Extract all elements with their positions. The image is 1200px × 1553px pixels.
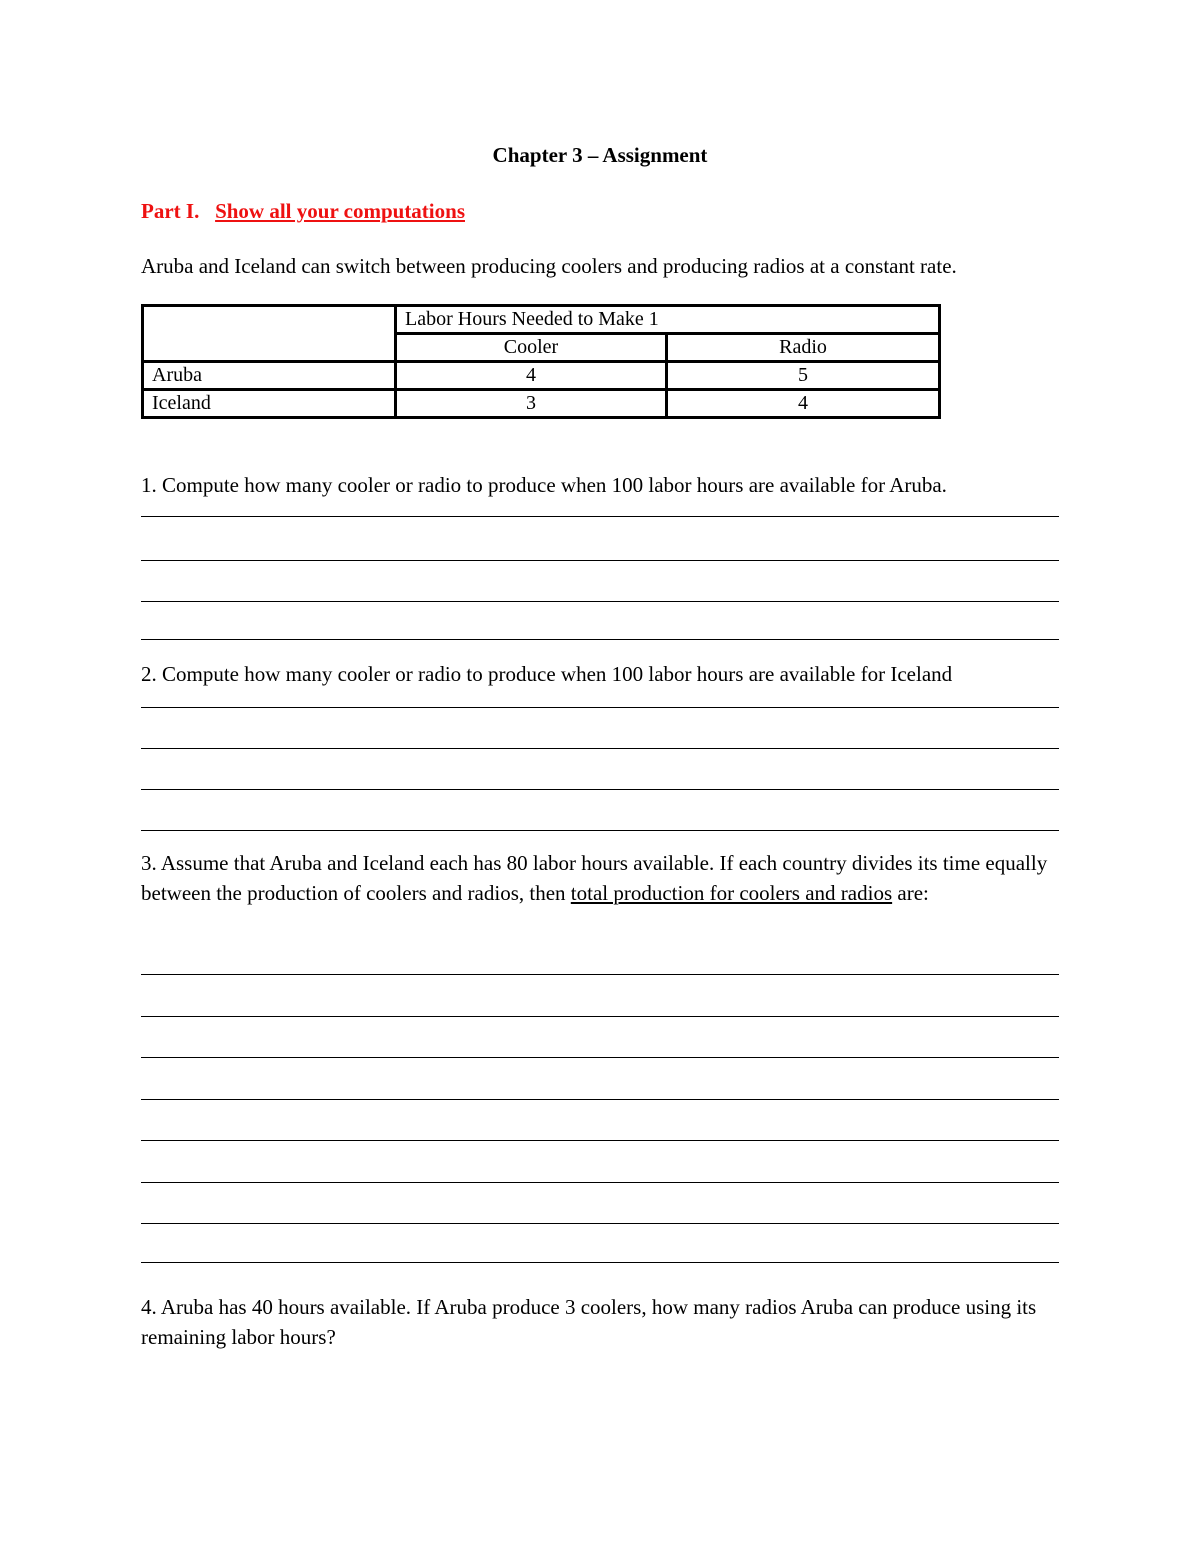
answer-line[interactable]	[141, 1016, 1059, 1017]
part-instruction: Show all your computations	[215, 199, 465, 223]
answer-line[interactable]	[141, 1262, 1059, 1263]
row-radio-hours: 5	[667, 362, 940, 390]
question-3-underlined: total production for coolers and radios	[570, 881, 893, 905]
table-header-row	[143, 306, 940, 334]
question-3	[141, 848, 1061, 908]
table-group-header: Labor Hours Needed to Make 1	[396, 306, 940, 334]
answer-line[interactable]	[141, 1140, 1059, 1141]
row-country: Aruba	[143, 362, 396, 390]
answer-line[interactable]	[141, 748, 1059, 749]
answer-line[interactable]	[141, 1057, 1059, 1058]
answer-line[interactable]	[141, 974, 1059, 975]
intro-text: Aruba and Iceland can switch between producing coolers and producing radios at a constant rate.	[141, 254, 957, 278]
row-cooler-hours: 4	[396, 362, 667, 390]
answer-line[interactable]	[141, 830, 1059, 831]
question-4: 4. Aruba has 40 hours available. If Aruba produce 3 coolers, how many radios Aruba can produce using its remaining labor hours?	[141, 1295, 1037, 1349]
question-3-text: 3. Assume that Aruba and Iceland each has 80 labor hours available. If each country divides its time equally between the production of coolers and radios, then	[141, 851, 1048, 905]
answer-line[interactable]	[141, 1223, 1059, 1224]
answer-line[interactable]	[141, 601, 1059, 602]
question-1: 1. Compute how many cooler or radio to produce when 100 labor hours are available for Aruba.	[141, 473, 947, 497]
question-2: 2. Compute how many cooler or radio to produce when 100 labor hours are available for Iceland	[141, 662, 953, 686]
answer-line[interactable]	[141, 516, 1059, 517]
row-country: Iceland	[143, 390, 396, 418]
answer-line[interactable]	[141, 560, 1059, 561]
row-cooler-hours: 3	[396, 390, 667, 418]
labor-hours-table	[141, 304, 941, 419]
column-header-radio: Radio	[667, 334, 940, 362]
answer-line[interactable]	[141, 707, 1059, 708]
answer-line[interactable]	[141, 789, 1059, 790]
answer-line[interactable]	[141, 1182, 1059, 1183]
answer-line[interactable]	[141, 639, 1059, 640]
document-title: Chapter 3 – Assignment	[492, 143, 708, 167]
table-row	[143, 390, 940, 418]
part-heading	[141, 198, 465, 224]
column-header-cooler: Cooler	[396, 334, 667, 362]
row-radio-hours: 4	[667, 390, 940, 418]
answer-line[interactable]	[141, 1099, 1059, 1100]
table-row	[143, 362, 940, 390]
table-corner-cell	[143, 306, 396, 362]
question-3-end: are:	[892, 881, 929, 905]
part-label: Part I.	[141, 199, 200, 223]
